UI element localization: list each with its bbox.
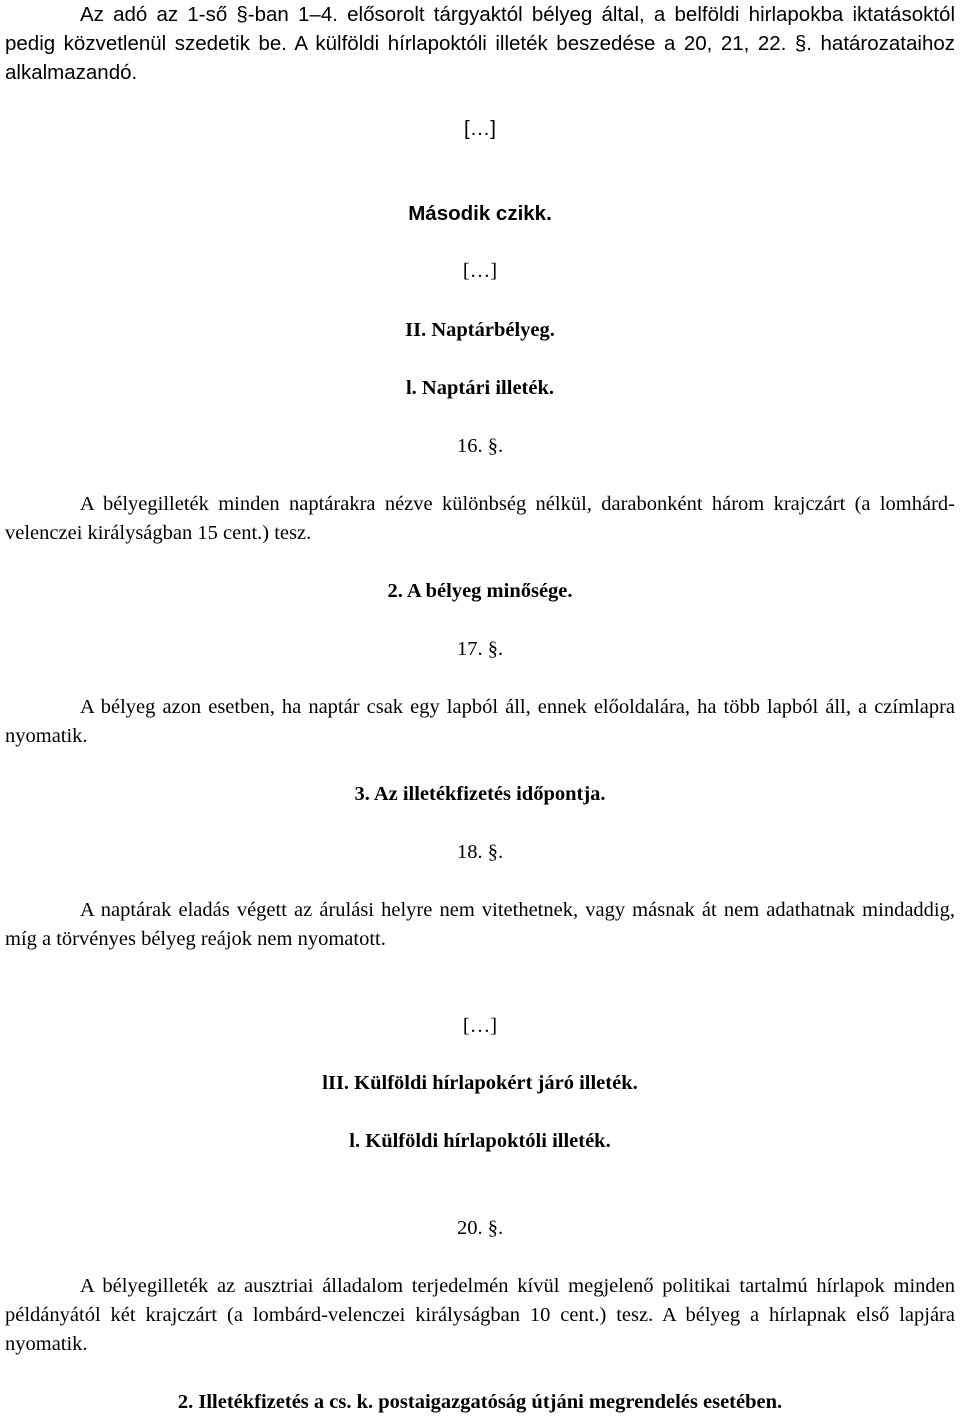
chapter-heading: lII. Külföldi hírlapokért járó illeték. [322, 1072, 638, 1094]
section-heading: 2. Illetékfizetés a cs. k. postaigazgatóság útjáni megrendelés esetében. [177, 1391, 783, 1413]
section-heading: l. Külföldi hírlapoktóli illeték. [349, 1130, 611, 1152]
omission-marker: […] [462, 1015, 498, 1037]
paragraph-20: A bélyegilleték az ausztriai álladalom terjedelmén kívül megjelenő politikai tartalmú hírlapok minden példányától két krajczárt (a lombárd-velenczei királyságban 10 cent.) tesz. A bélyeg a hírlapnak első lapjára nyomatik. [5, 1275, 955, 1355]
paragraph-16: A bélyegilleték minden naptárakra nézve különbség nélkül, darabonként három krajczárt (a lomhárd-velenczei királyságban 15 cent.) tesz. [5, 493, 955, 544]
paragraph-number: 17. §. [456, 638, 504, 660]
omission-marker: […] [462, 260, 498, 282]
paragraph-17: A bélyeg azon esetben, ha naptár csak egy lapból áll, ennek előoldalára, ha több lapból áll, a czímlapra nyomatik. [5, 696, 955, 747]
omission-marker: […] [464, 117, 496, 140]
chapter-heading: II. Naptárbélyeg. [405, 319, 555, 341]
paragraph-number: 18. §. [456, 841, 504, 863]
article-heading: Második czikk. [408, 202, 552, 225]
paragraph-number: 20. §. [456, 1217, 504, 1239]
paragraph-18: A naptárak eladás végett az árulási helyre nem vitethetnek, vagy másnak át nem adathatnak mindaddig, míg a törvényes bélyeg reájok nem nyomatott. [5, 899, 955, 950]
intro-paragraph: Az adó az 1-ső §-ban 1–4. elősorolt tárgyaktól bélyeg által, a belföldi hirlapokba iktatásoktól pedig közvetlenül szedetik be. A külföldi hírlapoktóli illeték beszedése a 20, 21, 22. §. határozataihoz alkalmazandó. [5, 3, 955, 84]
section-heading: 2. A bélyeg minősége. [387, 580, 573, 602]
section-heading: l. Naptári illeték. [405, 377, 555, 399]
section-heading: 3. Az illetékfizetés időpontja. [354, 783, 606, 805]
paragraph-number: 16. §. [456, 435, 504, 457]
